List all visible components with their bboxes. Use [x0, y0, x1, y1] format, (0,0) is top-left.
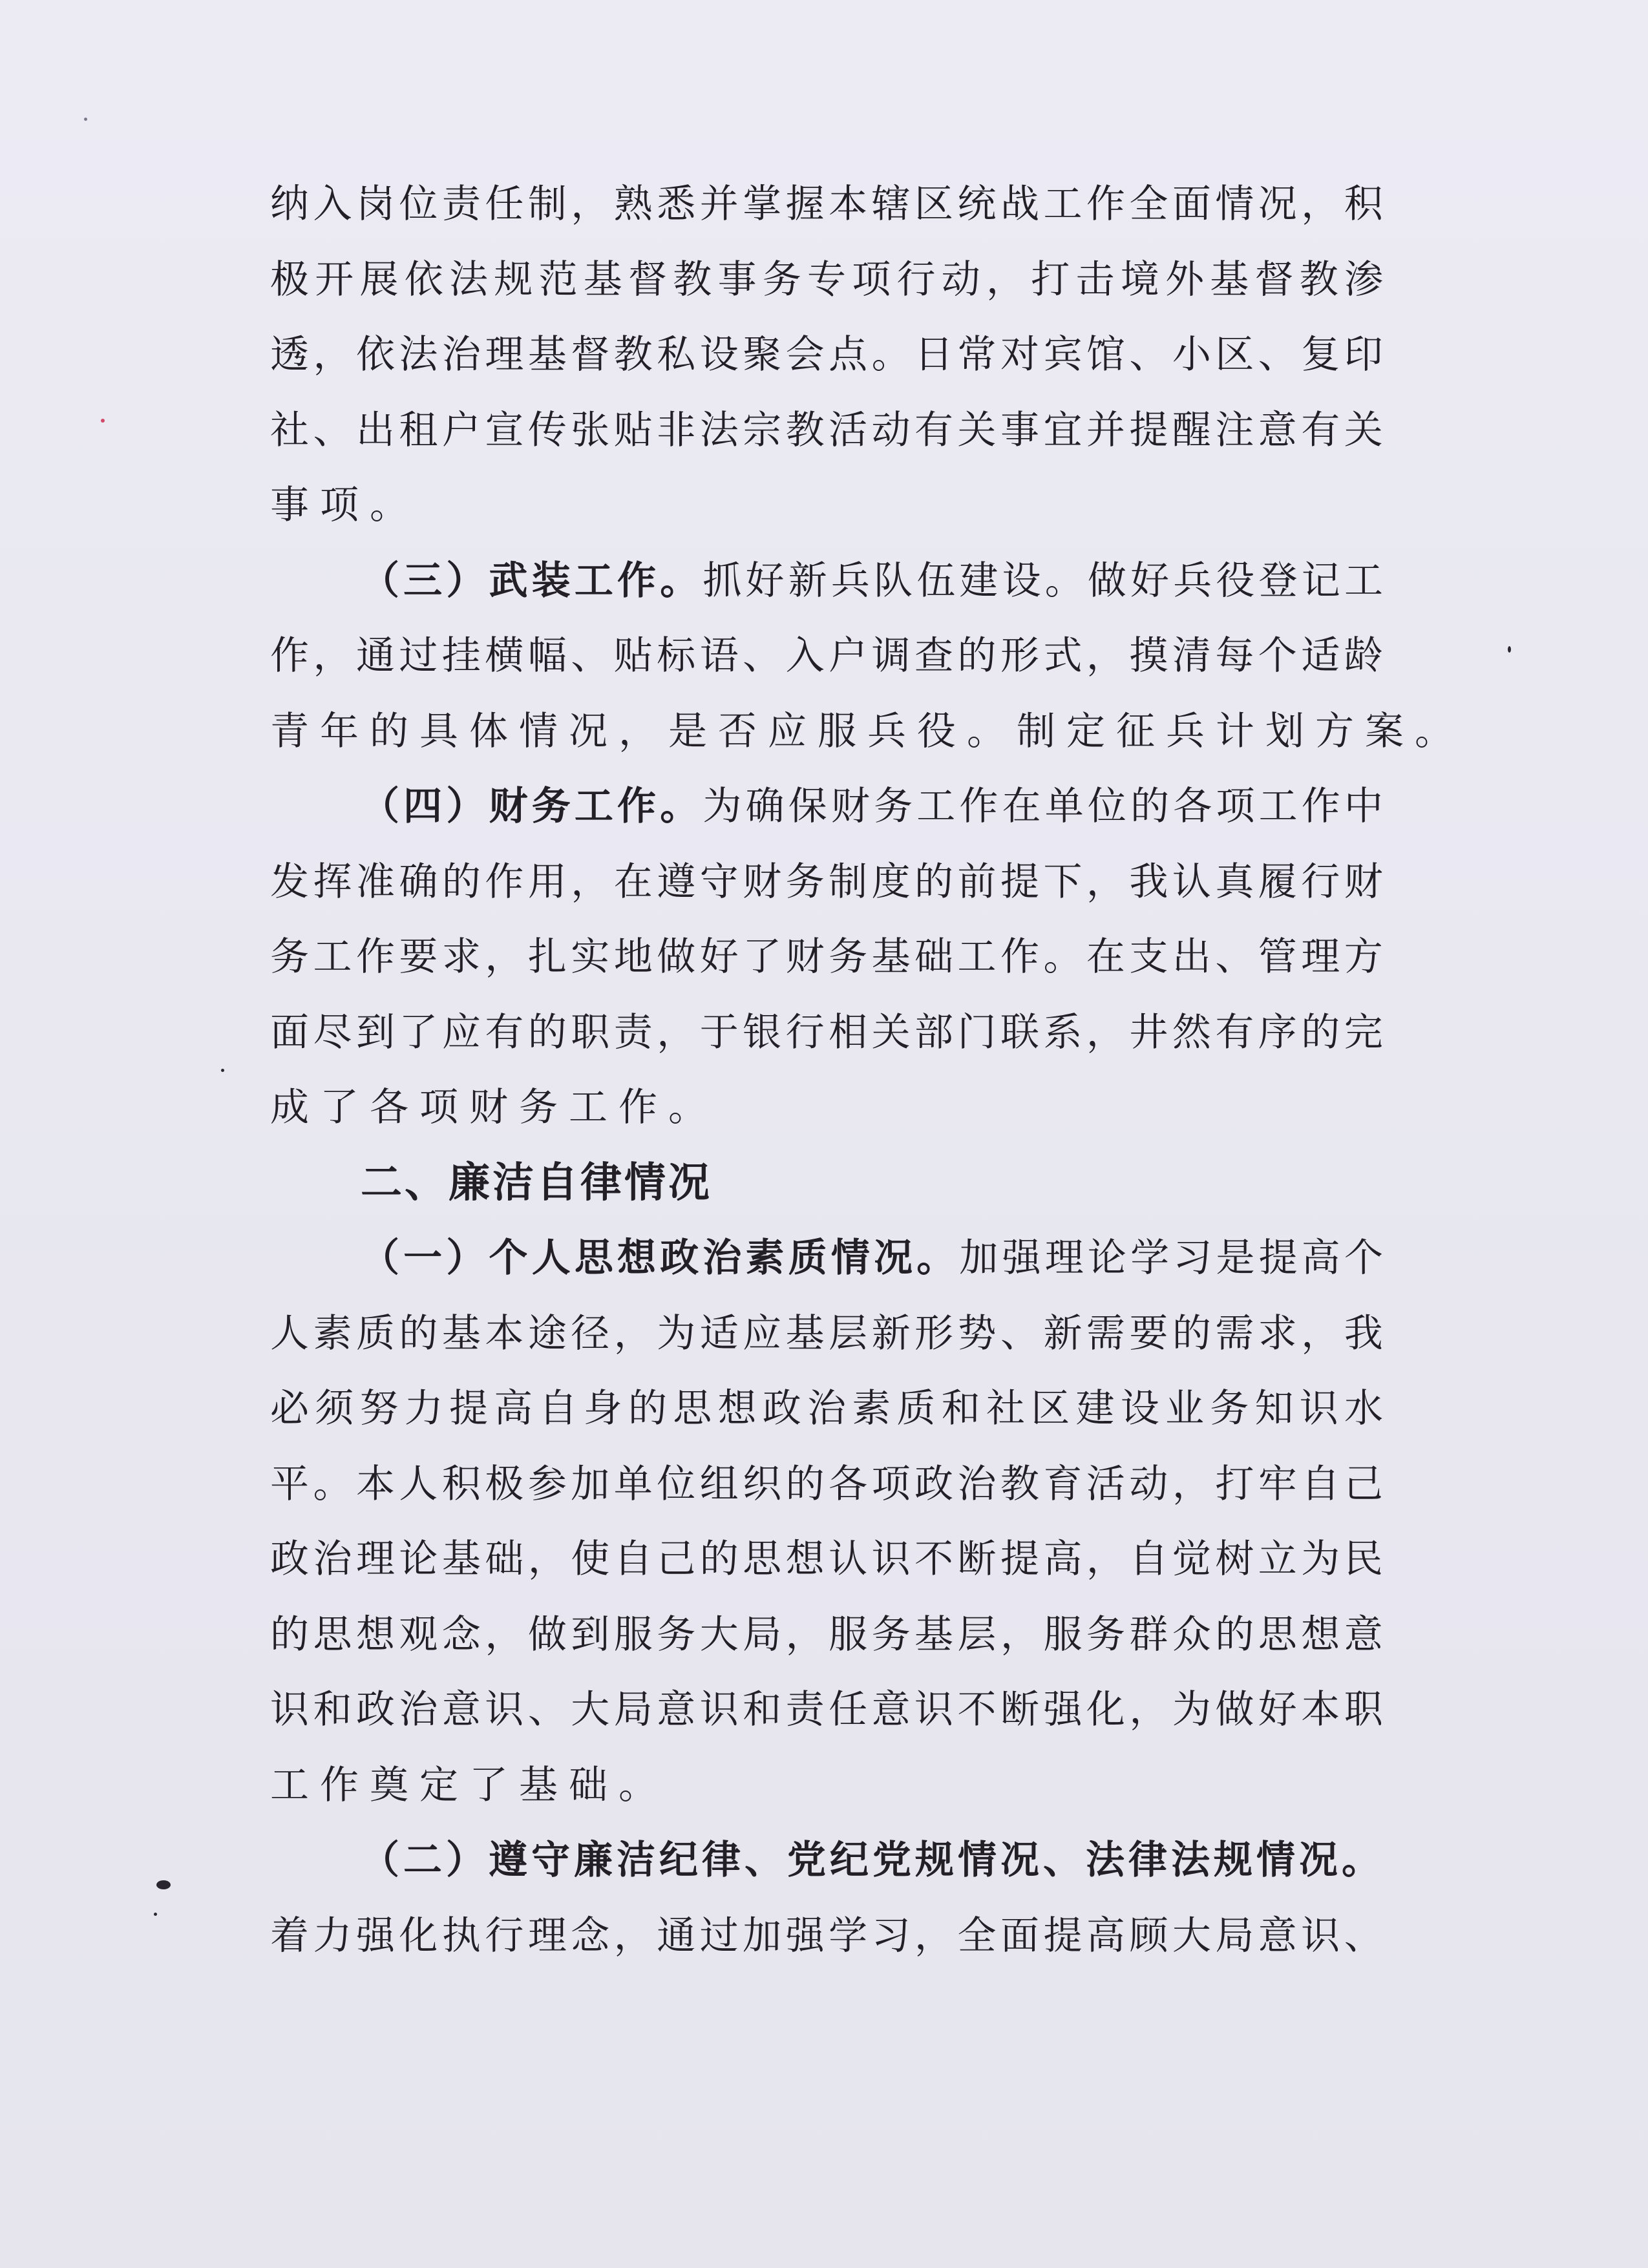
text-line: 透 ， 依 法 治 理 基 督 教 私 设 聚 会 点 。 日 常 对 宾 馆 、 小 区 、 复 印 [270, 332, 1383, 377]
text-line [270, 1748, 1383, 1823]
section-heading: 二、廉洁自律情况 [361, 1159, 712, 1207]
scan-speck [101, 419, 105, 423]
text-line [270, 1823, 1383, 1898]
text-line: 人 素 质 的 基 本 途 径 ， 为 适 应 基 层 新 形 势 、 新 需 要 的 需 求 ， 我 [270, 1310, 1383, 1356]
text-line [270, 468, 1383, 543]
scan-speck [221, 1069, 224, 1072]
text-line: 极 开 展 依 法 规 范 基 督 教 事 务 专 项 行 动 ， 打 击 境 外 基 督 教 渗 [270, 257, 1383, 302]
text-line: 政 治 理 论 基 础 ， 使 自 己 的 思 想 认 识 不 断 提 高 ， 自 觉 树 立 为 民 [270, 1537, 1383, 1582]
text-line: （ 四 ） 财 务 工 作 。 为 确 保 财 务 工 作 在 单 位 的 各 项 工 作 中 [361, 784, 1383, 829]
subsection-lead: （二）遵守廉洁纪律、党纪党规情况、法律法规情况。 [361, 1838, 1384, 1883]
text-line: 必 须 努 力 提 高 自 身 的 思 想 政 治 素 质 和 社 区 建 设 业 务 知 识 水 [270, 1386, 1383, 1431]
text-line: 务 工 作 要 求 ， 扎 实 地 做 好 了 财 务 基 础 工 作 。 在 支 出 、 管 理 方 [270, 934, 1383, 980]
text-line [270, 694, 1464, 770]
text-line [270, 1070, 1383, 1146]
scan-speck [154, 1913, 157, 1916]
text-line: 识 和 政 治 意 识 、 大 局 意 识 和 责 任 意 识 不 断 强 化 ， 为 做 好 本 职 [270, 1687, 1383, 1732]
text-line: 的 思 想 观 念 ， 做 到 服 务 大 局 ， 服 务 基 层 ， 服 务 群 众 的 思 想 意 [270, 1612, 1383, 1657]
text-line: 发 挥 准 确 的 作 用 ， 在 遵 守 财 务 制 度 的 前 提 下 ， 我 认 真 履 行 财 [270, 859, 1383, 905]
scan-speck [84, 118, 87, 121]
text-line: （ 三 ） 武 装 工 作 。 抓 好 新 兵 队 伍 建 设 。 做 好 兵 役 登 记 工 [361, 558, 1383, 604]
text-line: 平 。 本 人 积 极 参 加 单 位 组 织 的 各 项 政 治 教 育 活 动 ， 打 牢 自 己 [270, 1461, 1383, 1507]
line-text: 成了各项财务工作。 [270, 1085, 718, 1130]
text-line: 纳 入 岗 位 责 任 制 ， 熟 悉 并 掌 握 本 辖 区 统 战 工 作 全 面 情 况 ， 积 [270, 182, 1383, 227]
text-line: 面 尽 到 了 应 有 的 职 责 ， 于 银 行 相 关 部 门 联 系 ， 井 然 有 序 的 完 [270, 1009, 1383, 1055]
text-line: 着 力 强 化 执 行 理 念 ， 通 过 加 强 学 习 ， 全 面 提 高 顾 大 局 意 识 、 [270, 1913, 1383, 1958]
line-text: 青年的具体情况，是否应服兵役。制定征兵计划方案。 [270, 708, 1464, 754]
text-line: 社 、 出 租 户 宣 传 张 贴 非 法 宗 教 活 动 有 关 事 宜 并 提 醒 注 意 有 关 [270, 407, 1383, 453]
text-line: 作 ， 通 过 挂 横 幅 、 贴 标 语 、 入 户 调 查 的 形 式 ， 摸 清 每 个 适 龄 [270, 633, 1383, 678]
line-text: 工作奠定了基础。 [270, 1762, 668, 1808]
line-text: 事项。 [270, 483, 419, 528]
document-body [270, 167, 1464, 1973]
scan-speck [156, 1880, 171, 1889]
scan-speck [1508, 646, 1511, 653]
text-line: （ 一 ） 个 人 思 想 政 治 素 质 情 况 。 加 强 理 论 学 习 是 提 高 个 [361, 1235, 1383, 1281]
